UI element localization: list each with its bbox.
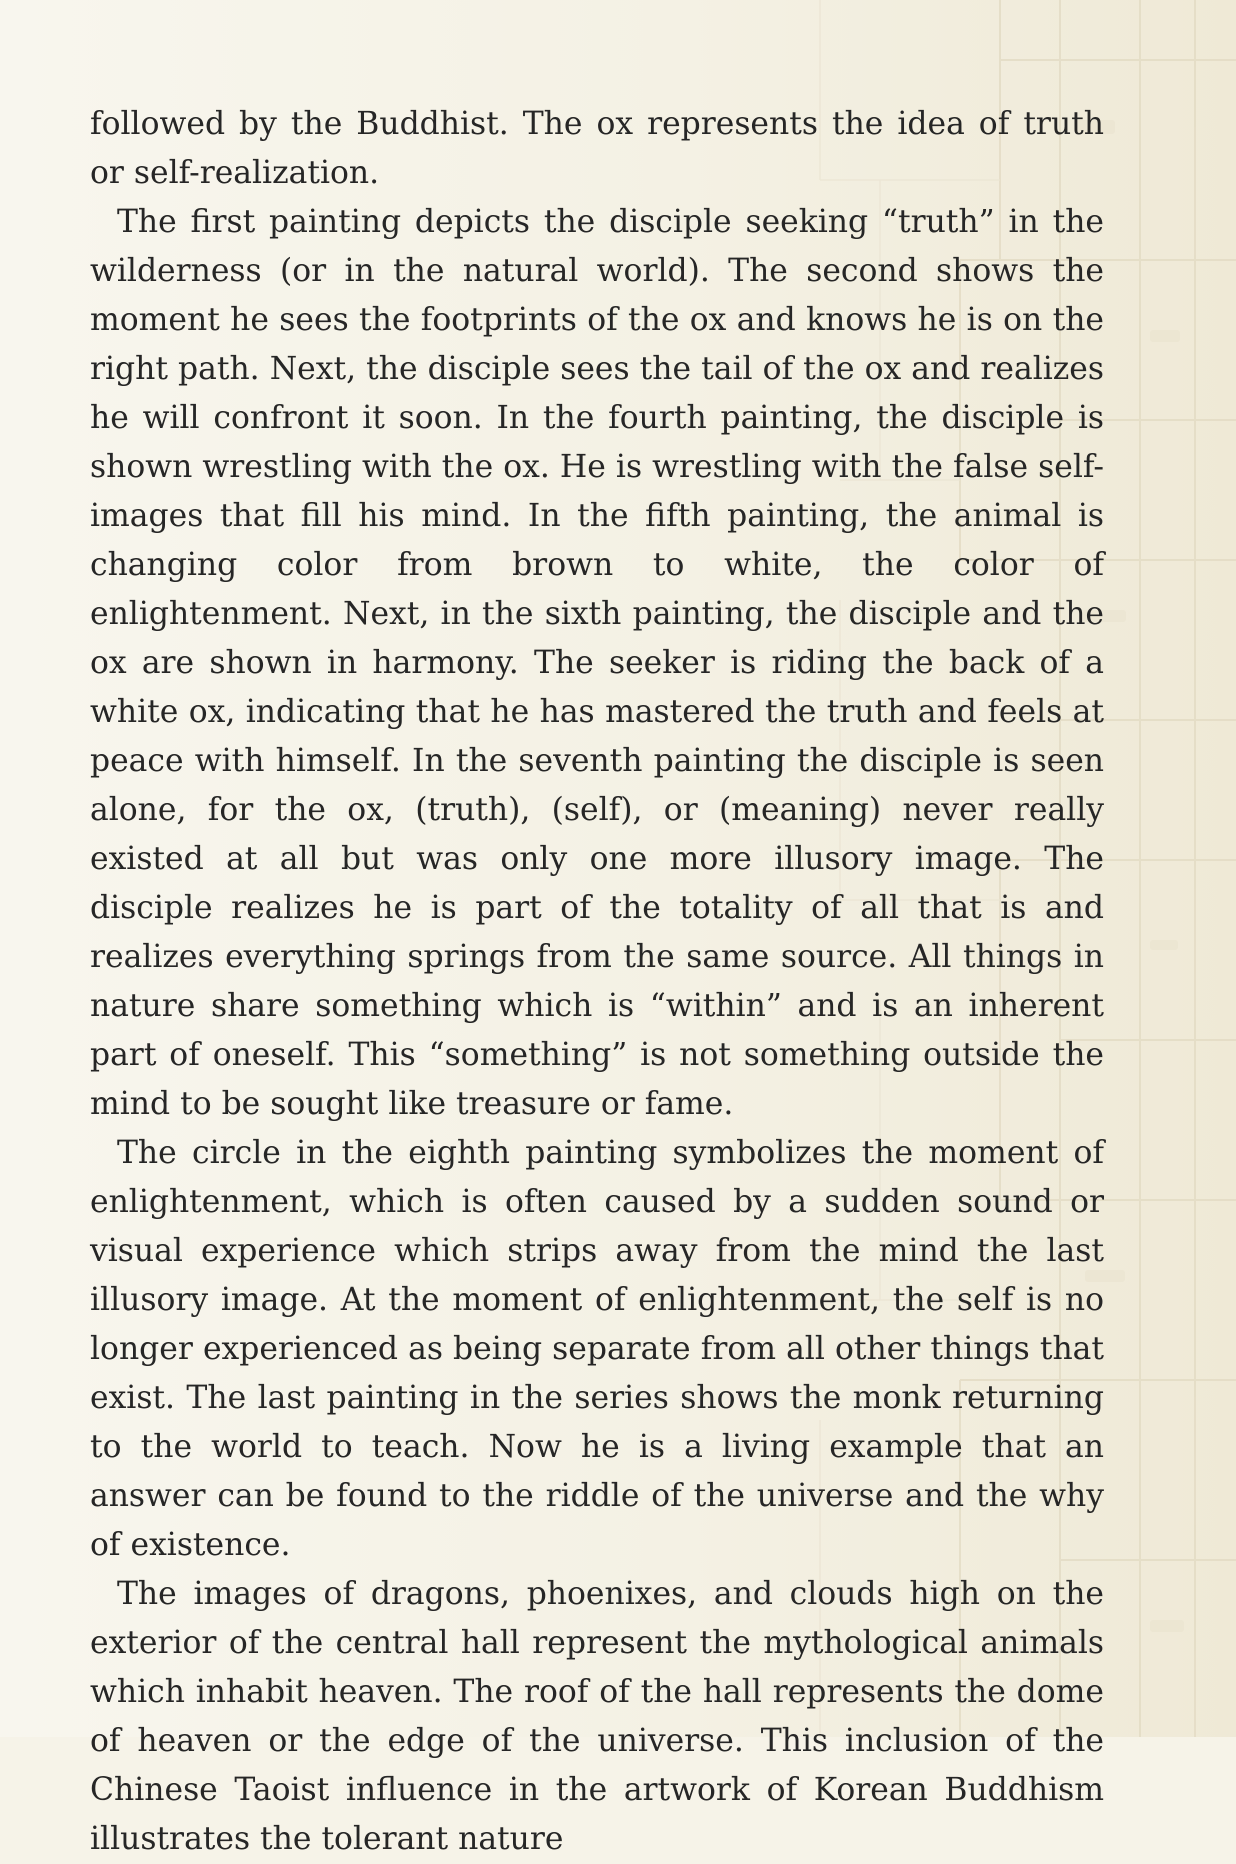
body-text: [90, 100, 1104, 1864]
paragraph-eighth-painting: The circle in the eighth painting symbolizes the moment of enlightenment, which is often caused by a sudden sound or visual experience which strips away from the mind the last illusory image. At the moment of enlightenment, the self is no longer experienced as being separate from all other things that exist. The last painting in the series shows the monk returning to the world to teach. Now he is a living example that an answer can be found to the riddle of the universe and the why of existence.: [90, 1135, 1104, 1563]
paragraph-first-painting: The first painting depicts the disciple seeking “truth” in the wilderness (or in the natural world). The second shows the moment he sees the footprints of the ox and knows he is on the right path. Next, the disciple sees the tail of the ox and realizes he will confront it soon. In the fourth painting, the disciple is shown wrestling with the ox. He is wrestling with the false self-images that fill his mind. In the fifth painting, the animal is changing color from brown to white, the color of enlightenment. Next, in the sixth painting, the disciple and the ox are shown in harmony. The seeker is riding the back of a white ox, indicating that he has mastered the truth and feels at peace with himself. In the seventh painting the disciple is seen alone, for the ox, (truth), (self), or (meaning) never really existed at all but was only one more illusory image. The disciple realizes he is part of the totality of all that is and realizes everything springs from the same source. All things in nature share something which is “within” and is an inherent part of oneself. This “something” is not something outside the mind to be sought like treasure or fame.: [90, 204, 1104, 1122]
paragraph-continuation: followed by the Buddhist. The ox represents the idea of truth or self-realization.: [90, 106, 1104, 191]
paragraph-dragons-phoenixes: The images of dragons, phoenixes, and clouds high on the exterior of the central hall represent the mythological animals which inhabit heaven. The roof of the hall represents the dome of heaven or the edge of the universe. This inclusion of the Chinese Taoist influence in the artwork of Korean Buddhism illustrates the tolerant nature: [90, 1576, 1104, 1857]
